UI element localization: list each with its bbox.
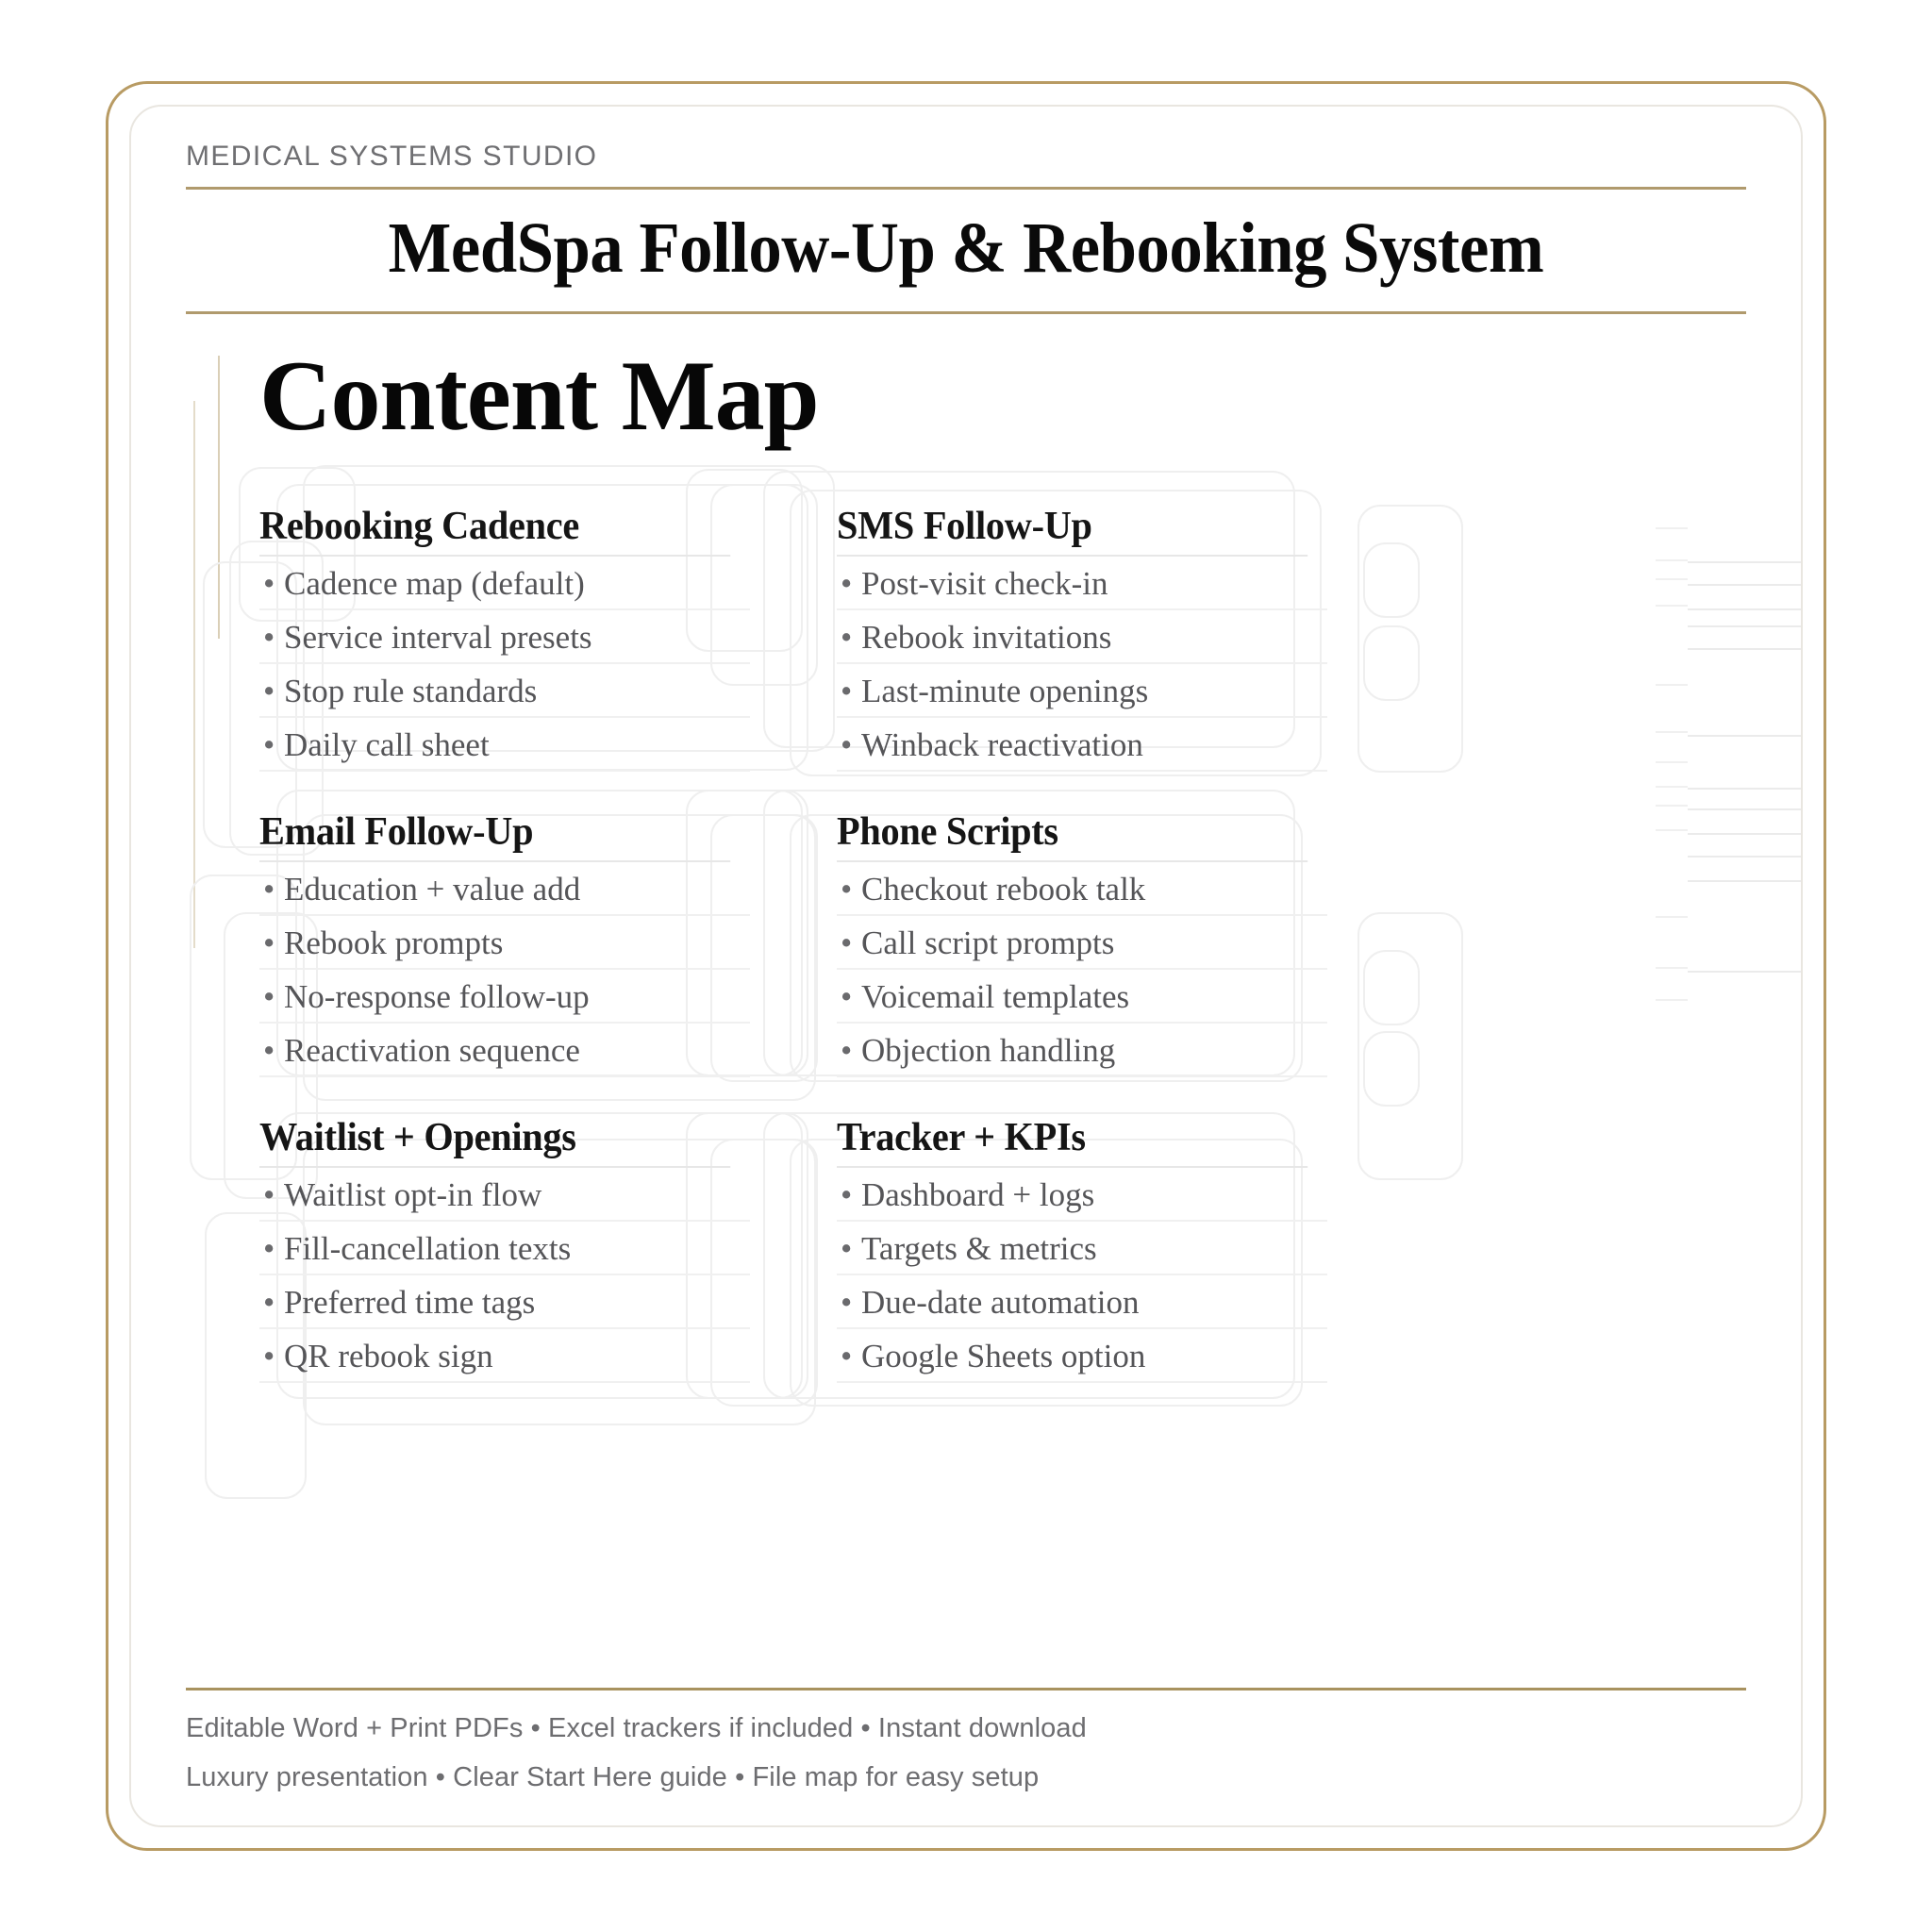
list-item-label: Objection handling <box>861 1032 1116 1070</box>
list-item <box>259 1222 750 1275</box>
list-item-label: QR rebook sign <box>284 1338 493 1375</box>
list-item-label: Post-visit check-in <box>861 565 1108 603</box>
list-item <box>837 718 1327 772</box>
title-band <box>186 187 1746 314</box>
card-bullet-list <box>259 862 750 1077</box>
bullet-icon: • <box>841 1230 853 1268</box>
card-title: Tracker + KPIs <box>837 1116 1307 1168</box>
bullet-icon: • <box>263 1284 275 1322</box>
card-title: Phone Scripts <box>837 810 1307 862</box>
list-item <box>259 1329 750 1383</box>
card-bullet-list <box>259 1168 750 1383</box>
ghost-line <box>1656 916 1688 918</box>
list-item <box>837 610 1327 664</box>
list-item-label: Daily call sheet <box>284 726 490 764</box>
ghost-line <box>1656 731 1688 733</box>
bullet-icon: • <box>841 978 853 1016</box>
card-title: Rebooking Cadence <box>259 505 730 557</box>
list-item-label: Service interval presets <box>284 619 592 657</box>
ghost-line <box>1688 971 1803 973</box>
card-email-follow-up[interactable] <box>259 810 750 1070</box>
ghost-line <box>1656 605 1688 607</box>
card-grid <box>259 505 1533 1422</box>
bullet-icon: • <box>841 619 853 657</box>
list-item-label: Google Sheets option <box>861 1338 1146 1375</box>
bullet-icon: • <box>263 565 275 603</box>
card-row <box>259 505 1533 764</box>
list-item <box>837 1168 1327 1222</box>
ghost-line <box>1656 527 1688 529</box>
ghost-line <box>1656 578 1688 580</box>
list-item <box>259 664 750 718</box>
card-title: Waitlist + Openings <box>259 1116 730 1168</box>
bullet-icon: • <box>263 1338 275 1375</box>
card-bullet-list <box>259 557 750 772</box>
brand-eyebrow: MEDICAL SYSTEMS STUDIO <box>186 141 598 172</box>
poster-content <box>186 141 1746 1793</box>
list-item-label: Dashboard + logs <box>861 1176 1095 1214</box>
card-row <box>259 1116 1533 1373</box>
list-item <box>837 916 1327 970</box>
card-waitlist-openings[interactable] <box>259 1116 750 1373</box>
ghost-line <box>1688 808 1803 810</box>
ghost-line <box>1656 559 1688 561</box>
list-item <box>259 970 750 1024</box>
card-row <box>259 810 1533 1070</box>
bullet-icon: • <box>263 726 275 764</box>
list-item <box>837 1024 1327 1077</box>
section-heading: Content Map <box>259 341 819 451</box>
accent-rule-left-inner <box>218 356 220 639</box>
ghost-line <box>1656 786 1688 788</box>
bullet-icon: • <box>263 978 275 1016</box>
card-phone-scripts[interactable] <box>837 810 1327 1070</box>
ghost-line <box>1688 584 1803 586</box>
list-item <box>259 557 750 610</box>
list-item <box>837 557 1327 610</box>
list-item <box>837 1275 1327 1329</box>
ghost-line <box>1688 880 1803 882</box>
bullet-icon: • <box>263 1176 275 1214</box>
list-item <box>259 1168 750 1222</box>
bullet-icon: • <box>841 871 853 908</box>
footer-line-1: Editable Word + Print PDFs • Excel trackers if included • Instant download <box>186 1713 1087 1744</box>
ghost-line <box>1688 788 1803 790</box>
poster-frame <box>106 81 1826 1851</box>
list-item-label: Fill-cancellation texts <box>284 1230 572 1268</box>
list-item <box>259 916 750 970</box>
list-item-label: Checkout rebook talk <box>861 871 1146 908</box>
list-item-label: Call script prompts <box>861 924 1115 962</box>
list-item-label: Due-date automation <box>861 1284 1140 1322</box>
list-item <box>259 1275 750 1329</box>
ghost-line <box>1688 648 1803 650</box>
ghost-line <box>1688 856 1803 858</box>
ghost-line <box>1656 829 1688 831</box>
list-item-label: Targets & metrics <box>861 1230 1097 1268</box>
ghost-line <box>1656 967 1688 969</box>
bullet-icon: • <box>263 673 275 710</box>
footer <box>186 1688 1746 1793</box>
list-item <box>837 1222 1327 1275</box>
list-item <box>837 862 1327 916</box>
ghost-line <box>1688 625 1803 627</box>
footer-line-2: Luxury presentation • Clear Start Here guide • File map for easy setup <box>186 1761 1040 1792</box>
ghost-line <box>1688 608 1803 610</box>
card-bullet-list <box>837 557 1327 772</box>
list-item <box>259 862 750 916</box>
ghost-line <box>1688 833 1803 835</box>
card-rebooking-cadence[interactable] <box>259 505 750 764</box>
list-item <box>259 1024 750 1077</box>
list-item <box>837 664 1327 718</box>
bullet-icon: • <box>263 871 275 908</box>
ghost-line <box>1656 684 1688 686</box>
list-item-label: Rebook prompts <box>284 924 504 962</box>
card-bullet-list <box>837 1168 1327 1383</box>
list-item <box>837 970 1327 1024</box>
bullet-icon: • <box>841 726 853 764</box>
list-item-label: No-response follow-up <box>284 978 590 1016</box>
card-title: Email Follow-Up <box>259 810 730 862</box>
list-item-label: Reactivation sequence <box>284 1032 580 1070</box>
bullet-icon: • <box>841 1176 853 1214</box>
bullet-icon: • <box>841 1032 853 1070</box>
list-item-label: Waitlist opt-in flow <box>284 1176 542 1214</box>
bullet-icon: • <box>263 619 275 657</box>
bullet-icon: • <box>841 1338 853 1375</box>
ghost-line <box>1688 735 1803 737</box>
list-item-label: Education + value add <box>284 871 581 908</box>
card-bullet-list <box>837 862 1327 1077</box>
list-item <box>837 1329 1327 1383</box>
page-title: MedSpa Follow-Up & Rebooking System <box>388 208 1544 288</box>
accent-rule-left-outer <box>193 401 195 948</box>
list-item-label: Winback reactivation <box>861 726 1143 764</box>
list-item-label: Last-minute openings <box>861 673 1149 710</box>
bullet-icon: • <box>263 1032 275 1070</box>
bullet-icon: • <box>841 1284 853 1322</box>
bullet-icon: • <box>841 924 853 962</box>
poster-inner-card <box>129 105 1803 1827</box>
ghost-line <box>1688 561 1803 563</box>
ghost-line <box>1656 999 1688 1001</box>
list-item-label: Stop rule standards <box>284 673 538 710</box>
bullet-icon: • <box>841 565 853 603</box>
list-item-label: Voicemail templates <box>861 978 1130 1016</box>
content-stage <box>186 341 1746 1665</box>
card-sms-follow-up[interactable] <box>837 505 1327 764</box>
list-item-label: Rebook invitations <box>861 619 1112 657</box>
card-title: SMS Follow-Up <box>837 505 1307 557</box>
ghost-line <box>1656 761 1688 763</box>
bullet-icon: • <box>263 924 275 962</box>
list-item-label: Preferred time tags <box>284 1284 536 1322</box>
list-item <box>259 718 750 772</box>
card-tracker-kpis[interactable] <box>837 1116 1327 1373</box>
list-item-label: Cadence map (default) <box>284 565 585 603</box>
ghost-line <box>1656 805 1688 807</box>
bullet-icon: • <box>841 673 853 710</box>
bullet-icon: • <box>263 1230 275 1268</box>
list-item <box>259 610 750 664</box>
